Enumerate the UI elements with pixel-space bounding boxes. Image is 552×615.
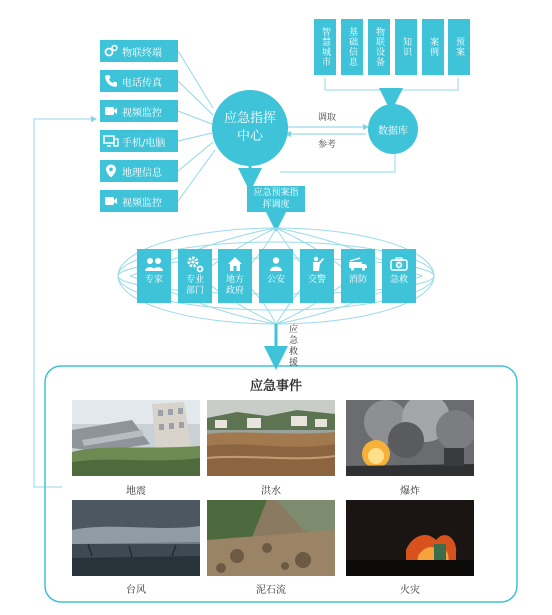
data-source-label: 基础信息 bbox=[347, 27, 357, 67]
events-title: 应急事件 bbox=[249, 379, 302, 394]
event-caption-fire: 火灾 bbox=[400, 585, 420, 596]
unit-label: 交警 bbox=[307, 275, 326, 285]
data-source-knowledge bbox=[395, 19, 417, 75]
command-center-node bbox=[212, 90, 288, 166]
fire-photo bbox=[346, 500, 474, 576]
event-caption-mudslide: 泥石流 bbox=[256, 585, 286, 596]
phone-icon bbox=[100, 70, 122, 92]
source-geo-info bbox=[100, 160, 178, 182]
gears-icon bbox=[100, 40, 122, 62]
data-source-cases bbox=[422, 19, 444, 75]
medical-kit-icon bbox=[390, 253, 408, 275]
unit-police bbox=[259, 249, 293, 303]
location-pin-icon bbox=[100, 160, 122, 182]
source-label: 手机/电脑 bbox=[122, 137, 166, 149]
fire-truck-icon bbox=[348, 253, 368, 275]
data-source-iot-devices bbox=[368, 19, 390, 75]
dispatch-label: 应急预案指挥调度 bbox=[253, 188, 299, 210]
data-source-label: 智慧城市 bbox=[320, 27, 330, 67]
gear-icon bbox=[186, 253, 204, 275]
source-iot-terminal bbox=[100, 40, 178, 62]
source-mobile-pc bbox=[100, 130, 178, 152]
unit-fire bbox=[341, 249, 375, 303]
data-source-label: 知识 bbox=[401, 37, 411, 57]
flood-photo bbox=[207, 400, 335, 476]
fetch-label: 调取 bbox=[318, 113, 337, 123]
data-source-plans bbox=[448, 19, 470, 75]
source-label: 视频监控 bbox=[122, 197, 162, 209]
event-caption-earthquake: 地震 bbox=[126, 486, 146, 497]
unit-traffic-police bbox=[300, 249, 334, 303]
source-label: 物联终端 bbox=[122, 47, 162, 59]
data-source-smart-city bbox=[314, 19, 336, 75]
source-label: 地理信息 bbox=[122, 167, 162, 179]
data-source-label: 物联设备 bbox=[374, 27, 384, 67]
typhoon-photo bbox=[72, 500, 200, 576]
event-caption-typhoon: 台风 bbox=[126, 585, 146, 596]
unit-label: 专业部门 bbox=[185, 275, 204, 296]
unit-label: 公安 bbox=[266, 275, 285, 285]
reference-label: 参考 bbox=[318, 140, 337, 150]
data-source-basic-info bbox=[341, 19, 363, 75]
explosion-photo bbox=[346, 400, 474, 476]
dispatch-box bbox=[247, 186, 305, 212]
unit-professional-dept bbox=[178, 249, 212, 303]
rescue-label: 应急救援 bbox=[287, 324, 297, 368]
database-label: 数据库 bbox=[378, 125, 408, 137]
event-caption-explosion: 爆炸 bbox=[400, 486, 420, 497]
source-video-monitor-2 bbox=[100, 190, 178, 212]
video-monitor-icon bbox=[100, 100, 122, 122]
database-node bbox=[368, 104, 418, 154]
video-monitor-icon bbox=[100, 190, 122, 212]
unit-label: 专家 bbox=[144, 275, 163, 285]
earthquake-photo bbox=[72, 400, 200, 476]
source-video-monitor bbox=[100, 100, 178, 122]
data-source-label: 案例 bbox=[428, 37, 438, 57]
people-icon bbox=[144, 253, 164, 275]
data-source-label: 预案 bbox=[454, 37, 464, 57]
unit-first-aid bbox=[382, 249, 416, 303]
unit-label: 消防 bbox=[348, 275, 367, 285]
unit-experts bbox=[137, 249, 171, 303]
source-label: 电话传真 bbox=[122, 77, 162, 89]
unit-local-gov bbox=[218, 249, 252, 303]
source-label: 视频监控 bbox=[122, 107, 162, 119]
unit-label: 地方政府 bbox=[225, 275, 244, 296]
person-icon bbox=[268, 253, 284, 275]
source-phone-fax bbox=[100, 70, 178, 92]
mudslide-photo bbox=[207, 500, 335, 576]
traffic-police-icon bbox=[309, 253, 325, 275]
devices-icon bbox=[100, 130, 122, 152]
house-icon bbox=[227, 253, 243, 275]
command-center-label: 应急指挥中心 bbox=[224, 111, 277, 144]
unit-label: 急救 bbox=[389, 275, 408, 285]
event-caption-flood: 洪水 bbox=[261, 486, 281, 497]
